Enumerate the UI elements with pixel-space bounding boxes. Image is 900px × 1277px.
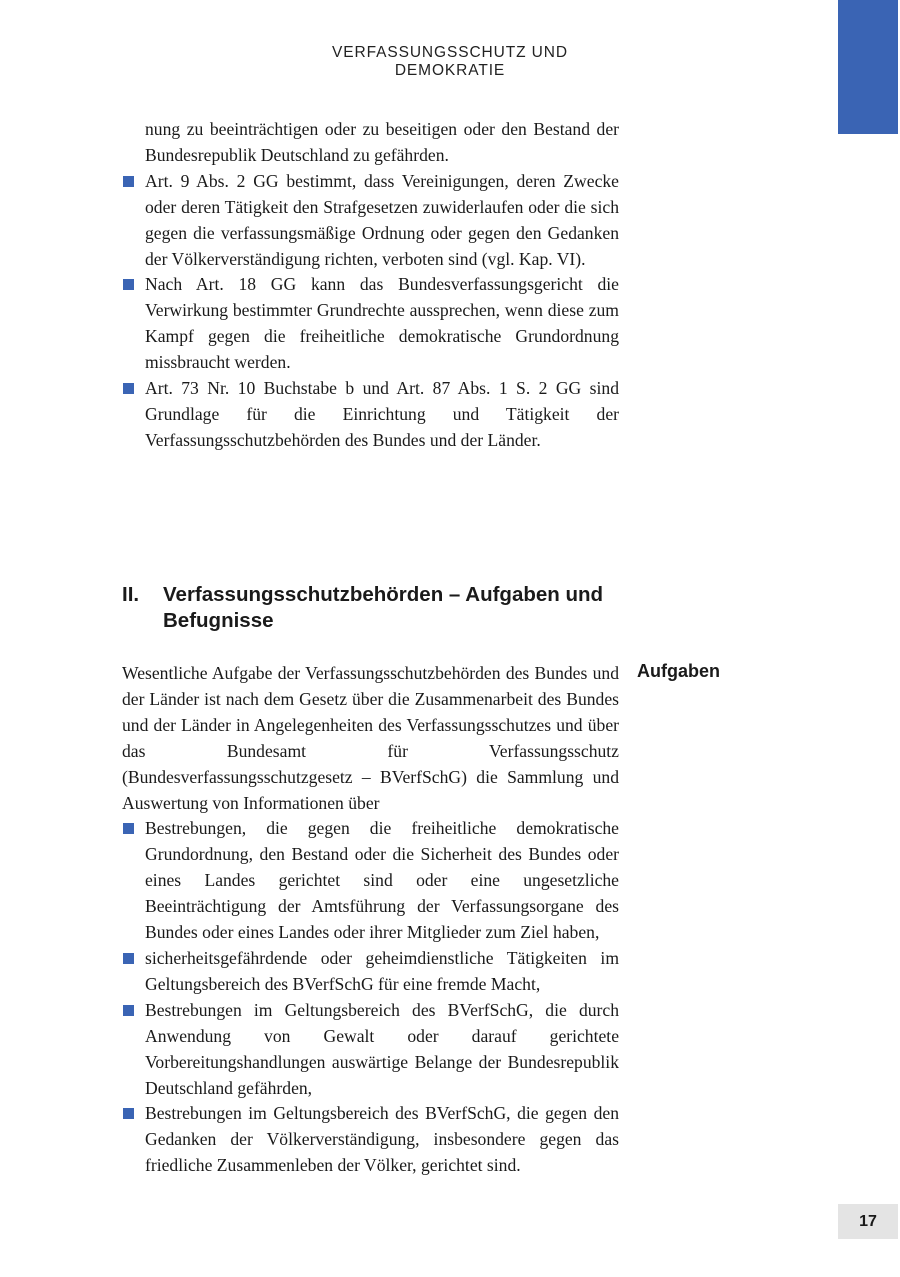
bullet-square-icon [123,1108,134,1119]
margin-note: Aufgaben [637,661,720,681]
bullet-square-icon [123,176,134,187]
top-bullet-list [122,169,619,454]
list-item [122,1101,619,1179]
section-bullet-list [122,816,619,1179]
section-title: Verfassungsschutzbehörden – Aufgaben und Befugnisse [163,583,604,632]
list-item-text: Art. 9 Abs. 2 GG bestimmt, dass Vereinigungen, deren Zwecke oder deren Tätigkeit den Strafgesetzen zuwiderlaufen oder die sich gegen die verfassungsmäßige Ordnung oder gegen den Gedanken der Völkerverständigung richten, verboten sind (vgl. Kap. VI). [145,170,619,269]
list-item [122,816,619,946]
running-header: VERFASSUNGSSCHUTZ UND DEMOKRATIE [332,44,568,79]
list-item-text: sicherheitsgefährdende oder geheimdienstliche Tätigkeiten im Geltungsbereich des BVerfSchG für eine fremde Macht, [145,947,619,994]
list-item [122,998,619,1102]
list-item-text: Bestrebungen, die gegen die freiheitliche demokratische Grundordnung, den Bestand oder die Sicherheit des Bundes oder eines Landes gerichtet sind oder eine ungesetzliche Beeinträchtigung der Amtsführung der Verfassungsorgane des Bundes oder eines Landes oder ihrer Mitglieder zum Ziel haben, [145,818,619,943]
page-number: 17 [838,1204,898,1239]
chapter-tab-marker [838,0,898,134]
list-item [122,169,619,273]
list-item [122,946,619,998]
section-heading [122,582,622,634]
section-text-block [122,661,619,1179]
section-number: II. [122,583,140,606]
list-item [122,272,619,376]
top-text-block [122,117,619,454]
list-item-text: Bestrebungen im Geltungsbereich des BVerfSchG, die durch Anwendung von Gewalt oder darauf gerichtete Vorbereitungshandlungen auswärtige Belange der Bundesrepublik Deutschland gefährden, [145,999,619,1098]
intro-paragraph: Wesentliche Aufgabe der Verfassungsschutzbehörden des Bundes und der Länder ist nach dem Gesetz über die Zusammenarbeit des Bundes und der Länder in Angelegenheiten des Verfassungsschutzes und über das Bundesamt für Verfassungsschutz (Bundesverfassungsschutzgesetz – BVerfSchG) die Sammlung und Auswertung von Informationen über [122,663,619,813]
bullet-square-icon [123,383,134,394]
list-item-text: Bestrebungen im Geltungsbereich des BVerfSchG, die gegen den Gedanken der Völkerverständigung, insbesondere gegen das friedliche Zusammenleben der Völker, gerichtet sind. [145,1103,619,1176]
list-item-text: Nach Art. 18 GG kann das Bundesverfassungsgericht die Verwirkung bestimmter Grundrechte aussprechen, wenn diese zum Kampf gegen die freiheitliche demokratische Grundordnung missbraucht werden. [145,274,619,373]
bullet-square-icon [123,953,134,964]
bullet-square-icon [123,1005,134,1016]
list-item-text: Art. 73 Nr. 10 Buchstabe b und Art. 87 Abs. 1 S. 2 GG sind Grundlage für die Einrichtung und Tätigkeit der Verfassungsschutzbehörden des Bundes und der Länder. [145,378,619,450]
bullet-square-icon [123,823,134,834]
bullet-square-icon [123,279,134,290]
list-item [122,376,619,454]
continued-paragraph: nung zu beeinträchtigen oder zu beseitigen oder den Bestand der Bundesrepublik Deutschland zu gefährden. [145,119,619,165]
